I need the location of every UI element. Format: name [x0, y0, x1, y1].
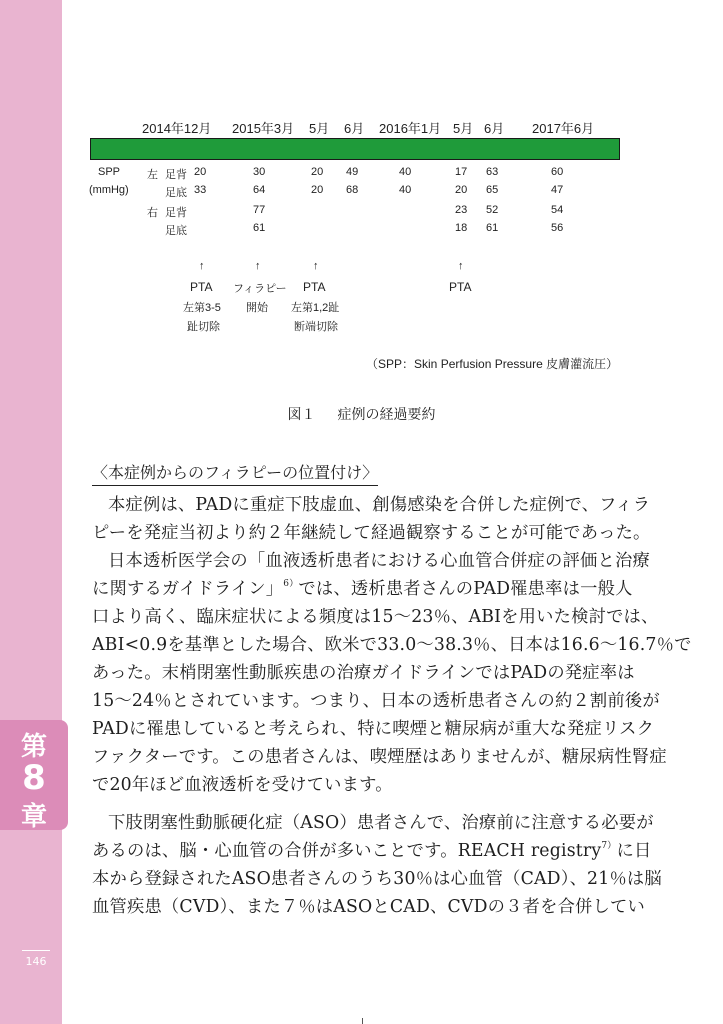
chapter-tab-number: 8 [22, 758, 46, 798]
spp-value: 56 [551, 222, 564, 234]
body-text-fragment: では、透析患者さんのPAD罹患率は一般人 [298, 579, 633, 599]
timeline-date: 5月 [453, 121, 474, 136]
spp-value: 40 [399, 184, 412, 196]
spp-value: 20 [311, 184, 324, 196]
up-arrow-icon: ↑ [199, 260, 205, 272]
spp-value: 61 [486, 222, 499, 234]
citation-ref: 6） [283, 579, 299, 589]
event-label: PTA [449, 280, 472, 294]
spp-value: 23 [455, 204, 468, 216]
dorsum-label: 足背 [165, 169, 187, 181]
body-text-line: 15～24％とされています。つまり、日本の透析患者さんの約２割前後が [92, 691, 660, 711]
event-label: 断端切除 [294, 321, 338, 333]
figure-caption-label: 図１ [287, 407, 316, 423]
spp-value: 17 [455, 166, 468, 178]
event-label: 趾切除 [187, 321, 220, 333]
timeline-date: 2015年3月 [232, 121, 295, 136]
spp-value: 18 [455, 222, 468, 234]
timeline-date: 2016年1月 [379, 121, 442, 136]
spp-value: 49 [346, 166, 359, 178]
event-label: PTA [190, 280, 213, 294]
event-label: PTA [303, 280, 326, 294]
page-number: 146 [25, 955, 47, 968]
body-text-line: 本から登録されたASO患者さんのうち30％は心血管（CAD）、21％は脳 [92, 869, 662, 889]
body-text-line: ピーを発症当初より約２年継続して経過観察することが可能であった。 [92, 523, 651, 543]
body-text-line: 本症例は、PADに重症下肢虚血、創傷感染を合併した症例で、フィラ [108, 495, 651, 515]
up-arrow-icon: ↑ [255, 260, 261, 272]
citation-ref: 7） [601, 841, 617, 851]
spp-value: 40 [399, 166, 412, 178]
body-text-line: 口より高く、臨床症状による頻度は15～23％、ABIを用いた検討では、 [92, 607, 659, 627]
up-arrow-icon: ↑ [458, 260, 464, 272]
figure-case-summary [0, 0, 723, 440]
body-text-fragment: に日 [616, 841, 652, 861]
body-text-line: で20年ほど血液透析を受けています。 [92, 775, 393, 795]
sole-label: 足底 [165, 225, 187, 237]
timeline-bar [90, 138, 620, 160]
spp-value: 65 [486, 184, 499, 196]
spp-value: 63 [486, 166, 499, 178]
event-label: 左第3-5 [183, 302, 221, 314]
chapter-tab-line1: 第 [20, 732, 47, 762]
body-text-line: ファクターです。この患者さんは、喫煙歴はありませんが、糖尿病性腎症 [92, 747, 667, 767]
chapter-tab [0, 720, 68, 830]
sole-label: 足底 [165, 187, 187, 199]
section-heading: 〈本症例からのフィラピーの位置付け〉 [92, 460, 378, 486]
timeline-date: 2017年6月 [532, 121, 595, 136]
spp-value: 20 [194, 166, 207, 178]
body-text-line: 日本透析医学会の「血液透析患者における心血管合併症の評価と治療 [108, 551, 650, 571]
page-center-mark [362, 1018, 363, 1024]
timeline-date: 2014年12月 [142, 121, 212, 136]
spp-value: 68 [346, 184, 359, 196]
body-text-line: PADに罹患していると考えられ、特に喫煙と糖尿病が重大な発症リスク [92, 719, 655, 739]
timeline-date: 6月 [344, 121, 365, 136]
event-label: 左第1,2趾 [291, 302, 340, 314]
unit-label: (mmHg) [89, 184, 129, 196]
spp-value: 20 [311, 166, 324, 178]
body-text-line: あった。末梢閉塞性動脈疾患の治療ガイドラインではPADの発症率は [92, 663, 635, 683]
chapter-tab-line3: 章 [20, 802, 47, 832]
spp-value: 61 [253, 222, 266, 234]
body-text-line [92, 836, 652, 861]
body-text-fragment: あるのは、脳・心血管の合併が多いことです。REACH registry [92, 841, 602, 861]
spp-value: 64 [253, 184, 266, 196]
spp-value: 60 [551, 166, 564, 178]
body-text-line: ABI<0.9を基準とした場合、欧米で33.0～38.3％、日本は16.6～16.7％で [92, 635, 692, 655]
spp-value: 77 [253, 204, 266, 216]
spp-value: 47 [551, 184, 564, 196]
timeline-date: 5月 [309, 121, 330, 136]
event-label: フィラピー [233, 283, 287, 295]
spp-value: 54 [551, 204, 564, 216]
spp-value: 20 [455, 184, 468, 196]
spp-value: 33 [194, 184, 207, 196]
body-text-line: 血管疾患（CVD）、また７％はASOとCAD、CVDの３者を合併してい [92, 897, 645, 917]
spp-value: 30 [253, 166, 266, 178]
body-text-line [92, 574, 633, 599]
body-text-fragment: に関するガイドライン」 [92, 579, 284, 599]
figure-note: （SPP：Skin Perfusion Pressure 皮膚灌流圧） [366, 357, 619, 371]
spp-label: SPP [98, 166, 121, 178]
body-text-line: 下肢閉塞性動脈硬化症（ASO）患者さんで、治療前に注意する必要が [108, 813, 654, 833]
right-side-label: 右 [147, 207, 158, 219]
spp-value: 52 [486, 204, 499, 216]
left-side-label: 左 [147, 169, 158, 181]
figure-caption-text: 症例の経過要約 [337, 407, 436, 423]
dorsum-label: 足背 [165, 207, 187, 219]
figure-caption [0, 404, 723, 424]
timeline-date: 6月 [484, 121, 505, 136]
up-arrow-icon: ↑ [313, 260, 319, 272]
page-number-rule [22, 950, 50, 951]
event-label: 開始 [246, 302, 268, 314]
